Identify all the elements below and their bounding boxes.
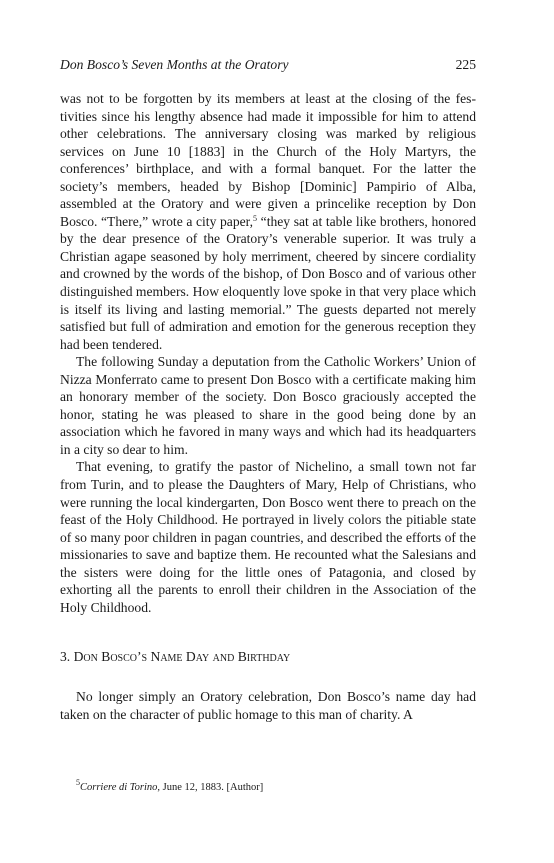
running-head [60,56,476,74]
footnote-reference: 5 [253,213,258,223]
footnote-details: , June 12, 1883. [Author] [157,782,264,793]
section-title: Don Bosco’s Name Day and Birthday [73,649,291,664]
main-text [60,90,476,616]
paragraph-1-text: was not to be forgotten by its members at least at the closing of the festivities since his lengthy absence had made it impossible for him to attend other celebrations. The anniversary closing was marked by religious services on June 10 [1883] in the Church of the Holy Martyrs, the conferences’ birthplace, and with a formal banquet. For the latter the society’s members, headed by Bishop [Dominic] Pampirio of Alba, assembled at the Oratory and were given a princelike reception by Don Bosco. “There,” wrote a city paper, [60,91,476,229]
section-text [60,688,476,724]
book-page [60,0,476,863]
section-paragraph-1: No longer simply an Oratory celebration, Don Bosco’s name day had taken on the character of public homage to this man of charity. A [60,689,476,722]
section-number: 3. [60,649,71,664]
footnote-source: Corriere di Torino [80,782,158,793]
footnote-mark: 5 [76,778,80,787]
running-title: Don Bosco’s Seven Months at the Oratory [60,57,289,72]
page-number: 225 [455,57,476,72]
paragraph-1 [60,90,476,353]
paragraph-2: The following Sunday a deputation from the Catholic Workers’ Union of Nizza Monferrato came to present Don Bosco with a certificate making him an honorary member of the society. Don Bosco graciously accepted the honor, stating he was pleased to share in the good being done by an association which he favored in many ways and which had its headquarters in a city so dear to him. [60,354,476,457]
paragraph-3: That evening, to gratify the pastor of Nichelino, a small town not far from Turin, and to please the Daughters of Mary, Help of Christians, who were running the local kindergarten, Don Bosco went there to preach on the feast of the Holy Childhood. He portrayed in lively colors the pitiable state of so many poor children in pagan countries, and described the efforts of the missionaries to save and baptize them. He recounted what the Salesians and the sisters were doing for the little ones of Patagonia, and closed by exhorting all the parents to enroll their children in the Association of the Holy Childhood. [60,459,476,615]
footnote [76,778,264,795]
section-heading [60,648,476,666]
paragraph-1-text-continued: “they sat at table like brothers, honored by the dear presence of the Oratory’s venerable superior. It was truly a Christian agape seasoned by holy merriment, cheered by sincere cordiality and crowned by the words of the bishop, of Don Bosco and of various other distinguished members. How eloquently love spoke in that very place which is itself its living and lasting memorial.” The guests departed not merely satisfied but full of admiration and emotion for the generous reception they had been tendered. [60,213,476,352]
